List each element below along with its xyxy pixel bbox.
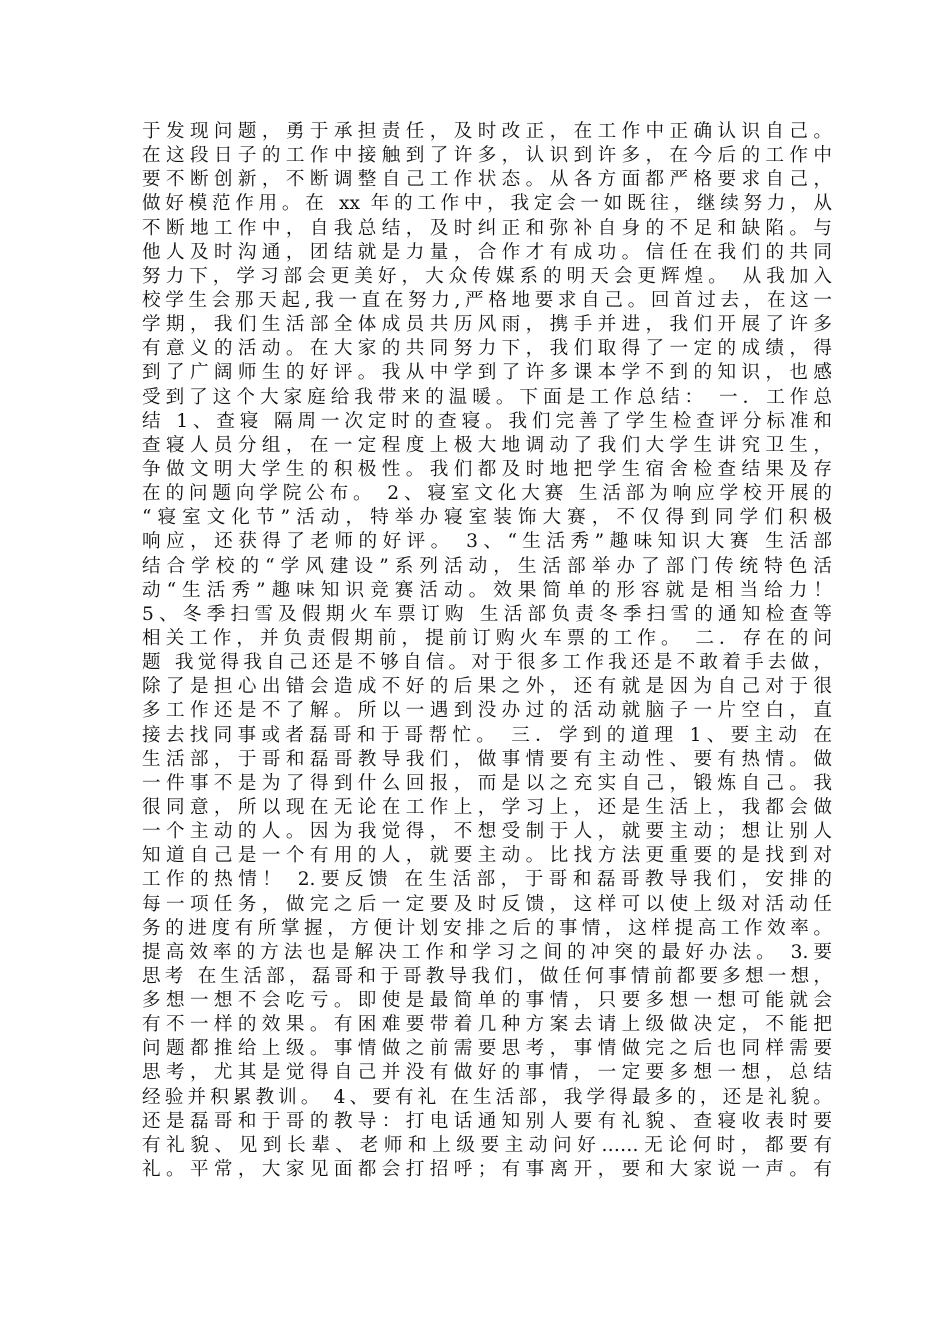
text-line: 查寝人员分组，在一定程度上极大地调动了我们大学生讲究卫生， [142,434,832,456]
text-line: “寝室文化节”活动，特举办寝室装饰大赛，不仅得到同学们积极 [142,507,832,529]
text-line: 努力下，学习部会更美好，大众传媒系的明天会更辉煌。 从我加入 [142,265,832,287]
text-line: 在这段日子的工作中接触到了许多，认识到许多，在今后的工作中 [142,145,832,167]
text-line: 有意义的活动。在大家的共同努力下，我们取得了一定的成绩，得 [142,338,832,360]
text-line: 务的进度有所掌握，方便计划安排之后的事情，这样提高工作效率。 [142,917,832,939]
text-line: 响应，还获得了老师的好评。 3、“生活秀”趣味知识大赛 生活部 [142,531,832,553]
text-line: 提高效率的方法也是解决工作和学习之间的冲突的最好办法。 3.要 [142,941,832,963]
text-line: 受到了这个大家庭给我带来的温暖。下面是工作总结： 一．工作总 [142,386,832,408]
text-line: 于发现问题，勇于承担责任，及时改正，在工作中正确认识自己。 [142,121,832,142]
text-line: 题 我觉得我自己还是不够自信。对于很多工作我还是不敢着手去做， [142,652,832,674]
text-line: 工作的热情！ 2.要反馈 在生活部，于哥和磊哥教导我们，安排的 [142,869,832,891]
text-line: 一件事不是为了得到什么回报，而是以之充实自己，锻炼自己。我 [142,772,832,794]
text-line: 思考 在生活部，磊哥和于哥教导我们，做任何事情前都要多想一想， [142,965,832,987]
text-line: 除了是担心出错会造成不好的后果之外，还有就是因为自己对于很 [142,676,832,698]
text-line: 知道自己是一个有用的人，就要主动。比找方法更重要的是找到对 [142,845,832,867]
body-text [142,120,832,1182]
text-line: 做好模范作用。在 xx 年的工作中，我定会一如既往，继续努力，从 [142,193,832,215]
text-line: 校学生会那天起,我一直在努力,严格地要求自己。回首过去，在这一 [142,289,832,311]
text-line: 到了广阔师生的好评。我从中学到了许多课本学不到的知识，也感 [142,362,832,384]
text-line: 结 1、查寝 隔周一次定时的查寝。我们完善了学生检查评分标准和 [142,410,832,432]
text-line: 他人及时沟通，团结就是力量，合作才有成功。信任在我们的共同 [142,241,832,263]
text-line: 不断地工作中，自我总结，及时纠正和弥补自身的不足和缺陷。与 [142,217,832,239]
text-line: 有不一样的效果。有困难要带着几种方案去请上级做决定，不能把 [142,1014,832,1036]
text-line: 很同意，所以现在无论在工作上，学习上，还是生活上，我都会做 [142,796,832,818]
text-line: 礼。平常，大家见面都会打招呼；有事离开，要和大家说一声。有 [142,1159,832,1181]
text-line: 思考，尤其是觉得自己并没有做好的事情，一定要多想一想，总结 [142,1062,832,1084]
text-line: 争做文明大学生的积极性。我们都及时地把学生宿舍检查结果及存 [142,458,832,480]
text-line: 经验并积累教训。 4、要有礼 在生活部，我学得最多的，还是礼貌。 [142,1086,832,1108]
text-line: 结合学校的“学风建设”系列活动，生活部举办了部门传统特色活 [142,555,832,577]
text-line: 每一项任务，做完之后一定要及时反馈，这样可以使上级对活动任 [142,893,832,915]
text-line: 生活部，于哥和磊哥教导我们，做事情要有主动性、要有热情。做 [142,748,832,770]
text-line: 多想一想不会吃亏。即使是最简单的事情，只要多想一想可能就会 [142,990,832,1012]
text-line: 要不断创新，不断调整自己工作状态。从各方面都严格要求自己， [142,169,832,191]
text-line: 有礼貌、见到长辈、老师和上级要主动问好……无论何时，都要有 [142,1134,832,1156]
text-line: 动“生活秀”趣味知识竞赛活动。效果简单的形容就是相当给力！ [142,579,832,601]
text-line: 学期，我们生活部全体成员共历风雨，携手并进，我们开展了许多 [142,314,832,336]
text-line: 问题都推给上级。事情做之前需要思考，事情做完之后也同样需要 [142,1038,832,1060]
text-line: 接去找同事或者磊哥和于哥帮忙。 三．学到的道理 1、要主动 在 [142,724,832,746]
text-line: 在的问题向学院公布。 2、寝室文化大赛 生活部为响应学校开展的 [142,483,832,505]
text-line: 5、冬季扫雪及假期火车票订购 生活部负责冬季扫雪的通知检查等 [142,603,832,625]
text-line: 还是磊哥和于哥的教导：打电话通知别人要有礼貌、查寝收表时要 [142,1110,832,1132]
text-line: 一个主动的人。因为我觉得，不想受制于人，就要主动；想让别人 [142,821,832,843]
text-line: 相关工作，并负责假期前，提前订购火车票的工作。 二．存在的问 [142,627,832,649]
text-line: 多工作还是不了解。所以一遇到没办过的活动就脑子一片空白，直 [142,700,832,722]
